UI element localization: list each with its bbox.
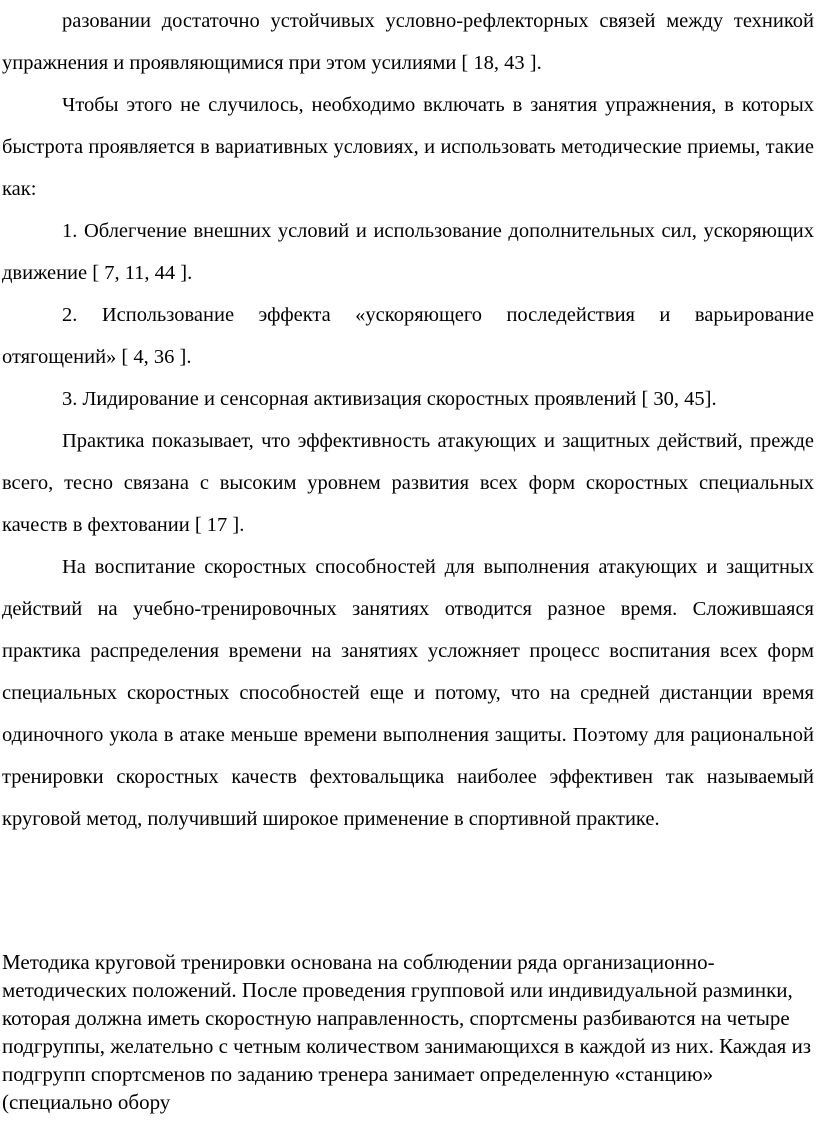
list-item-1: 1. Облегчение внешних условий и использование дополнительных сил, ускоряющих движение [ 7, 11, 44 ]. <box>2 220 814 284</box>
paragraph-circuit-method: Методика круговой тренировки основана на соблюдении ряда организационно-методических положений. После проведения групповой или индивидуальной разминки, которая должна иметь скоростную направленность, спортсмены разбиваются на четыре подгруппы, желательно с четным количеством занимающихся в каждой из них. Каждая из подгрупп спортсменов по заданию тренера занимает определенную «станцию» (специально обору <box>2 950 812 1114</box>
list-item-3: 3. Лидирование и сенсорная активизация скоростных проявлений [ 30, 45]. <box>62 388 717 410</box>
paragraph-continuation: разовании достаточно устойчивых условно-рефлекторных связей между техникой упражнения и проявляющимися при этом усилиями [ 18, 43 ]. <box>2 10 814 74</box>
paragraph-speed-training: На воспитание скоростных способностей для выполнения атакующих и защитных действий на учебно-тренировочных занятиях отводится разное время. Сложившаяся практика распределения времени на занятиях усложняет процесс воспитания всех форм специальных скоростных способностей еще и потому, что на средней дистанции время одиночного укола в атаке меньше времени выполнения защиты. Поэтому для рациональной тренировки скоростных качеств фехтовальщика наиболее эффективен так называемый круговой метод, получивший широкое применение в спортивной практике. <box>2 556 814 830</box>
document-body <box>2 0 814 840</box>
list-item-2: 2. Использование эффекта «ускоряющего последействия и варьирование отягощений» [ 4, 36 ]. <box>2 304 814 368</box>
paragraph-methods-intro: Чтобы этого не случилось, необходимо включать в занятия упражнения, в которых быстрота проявляется в вариативных условиях, и использовать методические приемы, такие как: <box>2 94 814 200</box>
paragraph-practice: Практика показывает, что эффективность атакующих и защитных действий, прежде всего, тесно связана с высоким уровнем развития всех форм скоростных специальных качеств в фехтовании [ 17 ]. <box>2 430 814 536</box>
